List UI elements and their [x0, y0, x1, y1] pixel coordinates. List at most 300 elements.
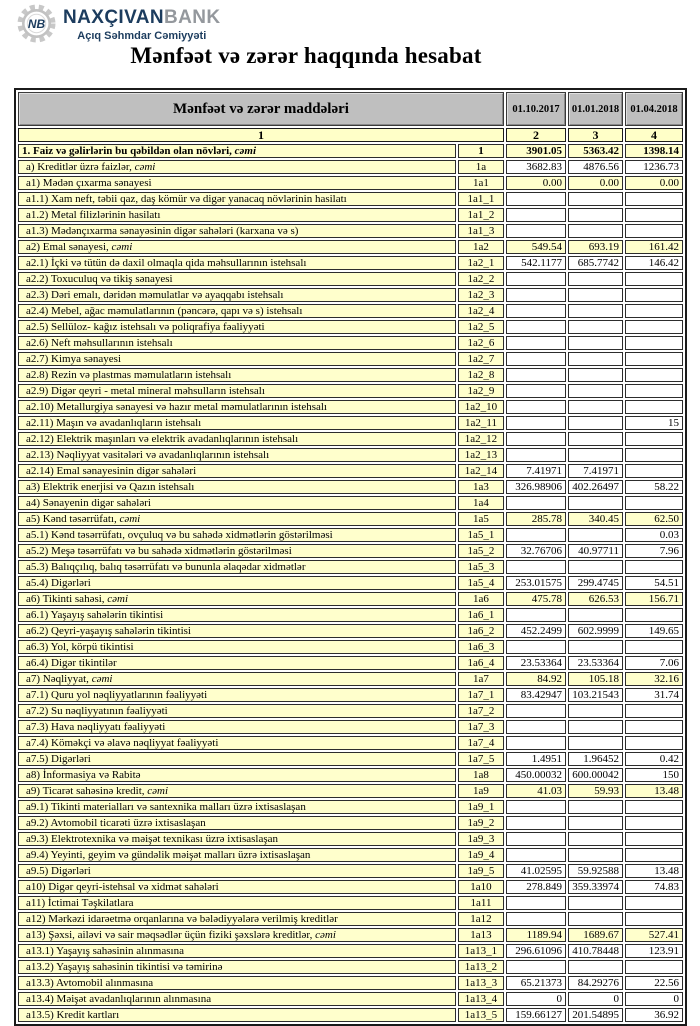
table-row — [18, 368, 683, 382]
row-code: 1a9_4 — [458, 848, 504, 862]
row-label: a5.3) Balıqçılıq, balıq təsərrüfatı və bununla əlaqədar xidmətlər — [18, 560, 456, 574]
row-value — [568, 224, 623, 238]
table-row — [18, 832, 683, 846]
table-row — [18, 704, 683, 718]
row-value — [506, 720, 566, 734]
table-row — [18, 736, 683, 750]
row-label: a13.4) Məişət avadanlıqlarının alınmasına — [18, 992, 456, 1006]
row-code: 1a11 — [458, 896, 504, 910]
table-row — [18, 480, 683, 494]
row-value — [506, 608, 566, 622]
row-label: a1) Mədən çıxarma sənayesi — [18, 176, 456, 190]
row-value — [568, 368, 623, 382]
row-value: 146.42 — [625, 256, 683, 270]
table-row — [18, 256, 683, 270]
row-code: 1a10 — [458, 880, 504, 894]
table-row — [18, 288, 683, 302]
table-row — [18, 752, 683, 766]
row-code: 1 — [458, 144, 504, 158]
table-row — [18, 912, 683, 926]
row-label: a2.11) Maşın və avadanlıqların istehsalı — [18, 416, 456, 430]
row-value — [506, 832, 566, 846]
row-label: a11) İctimai Təşkilatlara — [18, 896, 456, 910]
row-label: a7.5) Digərləri — [18, 752, 456, 766]
row-value — [625, 608, 683, 622]
row-value — [568, 960, 623, 974]
table-row — [18, 880, 683, 894]
table-row — [18, 944, 683, 958]
row-value: 7.41971 — [568, 464, 623, 478]
row-value — [568, 560, 623, 574]
report-table-body — [18, 144, 683, 1022]
row-code: 1a13_4 — [458, 992, 504, 1006]
row-code: 1a7_1 — [458, 688, 504, 702]
row-value: 41.03 — [506, 784, 566, 798]
row-label: a13.1) Yaşayış sahəsinin alınmasına — [18, 944, 456, 958]
row-value — [625, 368, 683, 382]
row-code: 1a8 — [458, 768, 504, 782]
row-value: 7.96 — [625, 544, 683, 558]
row-code: 1a7_3 — [458, 720, 504, 734]
row-value: 626.53 — [568, 592, 623, 606]
table-row — [18, 336, 683, 350]
row-value — [568, 208, 623, 222]
row-value: 602.9999 — [568, 624, 623, 638]
row-value: 253.01575 — [506, 576, 566, 590]
row-code: 1a9_5 — [458, 864, 504, 878]
row-code: 1a5_4 — [458, 576, 504, 590]
row-value — [625, 816, 683, 830]
row-code: 1a13_5 — [458, 1008, 504, 1022]
row-value — [506, 448, 566, 462]
row-value — [568, 832, 623, 846]
row-label: a2.3) Dəri emalı, dəridən məmulatlar və ayaqqabı istehsalı — [18, 288, 456, 302]
row-label: a13.5) Kredit kartları — [18, 1008, 456, 1022]
row-value: 15 — [625, 416, 683, 430]
row-value — [625, 272, 683, 286]
row-value — [506, 432, 566, 446]
row-code: 1a2_11 — [458, 416, 504, 430]
row-label: a2.4) Mebel, ağac məmulatlarının (pəncərə, qapı və s) istehsalı — [18, 304, 456, 318]
row-value — [625, 464, 683, 478]
brand-text — [63, 8, 221, 42]
bank-name-secondary: BANK — [164, 7, 221, 28]
row-value: 41.02595 — [506, 864, 566, 878]
table-header-row — [18, 92, 683, 126]
row-value: 600.00042 — [568, 768, 623, 782]
row-value — [625, 304, 683, 318]
row-value — [506, 960, 566, 974]
bank-name-primary: NAXÇIVAN — [63, 7, 165, 28]
row-code: 1a2 — [458, 240, 504, 254]
row-code: 1a2_8 — [458, 368, 504, 382]
row-code: 1a13_1 — [458, 944, 504, 958]
row-label: 1. Faiz və gəlirlərin bu qəbildən olan növləri, cəmi — [18, 144, 456, 158]
row-value — [625, 720, 683, 734]
row-label: a5.2) Meşə təsərrüfatı və bu sahədə xidmətlərin göstərilməsi — [18, 544, 456, 558]
row-label: a2.5) Sellüloz- kağız istehsalı və poliqrafiya fəaliyyəti — [18, 320, 456, 334]
row-code: 1a2_5 — [458, 320, 504, 334]
table-row — [18, 976, 683, 990]
row-value — [568, 736, 623, 750]
row-value — [625, 400, 683, 414]
row-value: 527.41 — [625, 928, 683, 942]
row-value — [568, 912, 623, 926]
row-value — [568, 384, 623, 398]
row-value: 32.76706 — [506, 544, 566, 558]
row-label: a10) Digər qeyri-istehsal və xidmət sahələri — [18, 880, 456, 894]
table-row — [18, 352, 683, 366]
row-code: 1a5_2 — [458, 544, 504, 558]
row-value — [625, 960, 683, 974]
row-value — [506, 224, 566, 238]
row-code: 1a5_3 — [458, 560, 504, 574]
row-value — [506, 400, 566, 414]
row-value: 23.53364 — [506, 656, 566, 670]
row-label: a) Kreditlər üzrə faizlər, cəmi — [18, 160, 456, 174]
table-row — [18, 208, 683, 222]
row-value: 105.18 — [568, 672, 623, 686]
row-value — [568, 528, 623, 542]
row-value — [625, 832, 683, 846]
row-value: 326.98906 — [506, 480, 566, 494]
row-value: 0 — [568, 992, 623, 1006]
row-label: a9.5) Digərləri — [18, 864, 456, 878]
row-value — [506, 272, 566, 286]
row-value: 23.53364 — [568, 656, 623, 670]
row-value: 59.92588 — [568, 864, 623, 878]
row-value — [506, 208, 566, 222]
column-index-1: 1 — [18, 128, 504, 142]
table-row — [18, 176, 683, 190]
row-label: a2.6) Neft məhsullarının istehsalı — [18, 336, 456, 350]
row-value: 1236.73 — [625, 160, 683, 174]
table-row — [18, 144, 683, 158]
row-value: 74.83 — [625, 880, 683, 894]
row-value: 0.00 — [568, 176, 623, 190]
row-value: 685.7742 — [568, 256, 623, 270]
row-code: 1a13_3 — [458, 976, 504, 990]
row-value — [568, 352, 623, 366]
row-value — [568, 320, 623, 334]
row-label: a2.2) Toxuculuq və tikiş sənayesi — [18, 272, 456, 286]
row-value — [506, 528, 566, 542]
row-value — [568, 448, 623, 462]
row-value: 1.96452 — [568, 752, 623, 766]
row-label: a4) Sənayenin digər sahələri — [18, 496, 456, 510]
row-value — [625, 912, 683, 926]
row-value: 410.78448 — [568, 944, 623, 958]
row-value: 549.54 — [506, 240, 566, 254]
row-value: 1.4951 — [506, 752, 566, 766]
row-value — [506, 192, 566, 206]
row-value: 201.54895 — [568, 1008, 623, 1022]
row-label: a5.1) Kənd təsərrüfatı, ovçuluq və bu sahədə xidmətlərin göstərilməsi — [18, 528, 456, 542]
row-value — [568, 608, 623, 622]
row-code: 1a — [458, 160, 504, 174]
row-value: 84.29276 — [568, 976, 623, 990]
row-code: 1a2_4 — [458, 304, 504, 318]
row-value — [625, 736, 683, 750]
row-label: a9.3) Elektrotexnika və məişət texnikası üzrə ixtisaslaşan — [18, 832, 456, 846]
table-row — [18, 720, 683, 734]
row-value: 22.56 — [625, 976, 683, 990]
row-label: a6) Tikinti sahəsi, cəmi — [18, 592, 456, 606]
row-code: 1a2_3 — [458, 288, 504, 302]
row-value: 65.21373 — [506, 976, 566, 990]
row-value: 31.74 — [625, 688, 683, 702]
row-value — [506, 704, 566, 718]
column-index-3: 3 — [568, 128, 623, 142]
row-label: a2.13) Nəqliyyat vasitələri və avadanlıqlarının istehsalı — [18, 448, 456, 462]
row-value — [625, 560, 683, 574]
row-value — [625, 848, 683, 862]
column-header-date-3: 01.04.2018 — [625, 92, 683, 126]
row-value: 359.33974 — [568, 880, 623, 894]
table-row — [18, 992, 683, 1006]
row-value — [506, 352, 566, 366]
row-value: 0.00 — [625, 176, 683, 190]
row-label: a9.2) Avtomobil ticarəti üzrə ixtisaslaşan — [18, 816, 456, 830]
row-value — [506, 320, 566, 334]
row-value: 36.92 — [625, 1008, 683, 1022]
row-value: 149.65 — [625, 624, 683, 638]
row-value: 84.92 — [506, 672, 566, 686]
row-value — [568, 288, 623, 302]
row-label: a12) Mərkəzi idarəetmə orqanlarına və bələdiyyələrə verilmiş kreditlər — [18, 912, 456, 926]
row-value — [506, 640, 566, 654]
row-label: a9) Ticarət sahəsinə kredit, cəmi — [18, 784, 456, 798]
row-label: a7.1) Quru yol nəqliyyatlarının fəaliyyəti — [18, 688, 456, 702]
table-row — [18, 240, 683, 254]
row-value — [625, 352, 683, 366]
table-row — [18, 928, 683, 942]
row-value: 402.26497 — [568, 480, 623, 494]
row-value: 452.2499 — [506, 624, 566, 638]
table-row — [18, 464, 683, 478]
column-index-4: 4 — [625, 128, 683, 142]
row-value — [625, 896, 683, 910]
table-row — [18, 560, 683, 574]
row-value: 542.1177 — [506, 256, 566, 270]
row-code: 1a7 — [458, 672, 504, 686]
row-value: 1689.67 — [568, 928, 623, 942]
row-code: 1a9_1 — [458, 800, 504, 814]
table-row — [18, 624, 683, 638]
row-code: 1a2_10 — [458, 400, 504, 414]
row-label: a6.1) Yaşayış sahələrin tikintisi — [18, 608, 456, 622]
row-code: 1a13 — [458, 928, 504, 942]
row-value — [568, 848, 623, 862]
row-value: 40.97711 — [568, 544, 623, 558]
row-value: 278.849 — [506, 880, 566, 894]
table-row — [18, 864, 683, 878]
row-label: a13.3) Avtomobil alınmasına — [18, 976, 456, 990]
bank-name — [63, 8, 221, 27]
row-label: a2.14) Emal sənayesinin digər sahələri — [18, 464, 456, 478]
row-value — [625, 704, 683, 718]
table-row — [18, 320, 683, 334]
row-label: a7.4) Köməkçi və əlavə nəqliyyat fəaliyyəti — [18, 736, 456, 750]
row-code: 1a9 — [458, 784, 504, 798]
row-value — [568, 192, 623, 206]
row-code: 1a2_13 — [458, 448, 504, 462]
row-code: 1a6_2 — [458, 624, 504, 638]
row-value — [625, 208, 683, 222]
row-code: 1a2_1 — [458, 256, 504, 270]
table-row — [18, 848, 683, 862]
row-value — [625, 432, 683, 446]
row-code: 1a9_2 — [458, 816, 504, 830]
row-value — [625, 224, 683, 238]
row-code: 1a7_5 — [458, 752, 504, 766]
row-code: 1a6_1 — [458, 608, 504, 622]
row-code: 1a1_3 — [458, 224, 504, 238]
row-value — [625, 192, 683, 206]
row-value — [568, 496, 623, 510]
row-label: a7.3) Hava nəqliyyatı fəaliyyəti — [18, 720, 456, 734]
table-row — [18, 304, 683, 318]
row-code: 1a2_12 — [458, 432, 504, 446]
row-label: a6.4) Digər tikintilər — [18, 656, 456, 670]
column-index-row — [18, 128, 683, 142]
table-row — [18, 496, 683, 510]
row-value: 13.48 — [625, 784, 683, 798]
row-label: a13) Şəxsi, ailəvi və sair məqsədlər üçün fiziki şəxslərə kreditlər, cəmi — [18, 928, 456, 942]
row-label: a13.2) Yaşayış sahəsinin tikintisi və təmirinə — [18, 960, 456, 974]
row-value: 13.48 — [625, 864, 683, 878]
row-value: 7.06 — [625, 656, 683, 670]
row-value — [506, 384, 566, 398]
row-label: a1.3) Mədənçıxarma sənayəsinin digər sahələri (karxana və s) — [18, 224, 456, 238]
row-value — [568, 336, 623, 350]
row-value — [506, 304, 566, 318]
row-label: a9.4) Yeyinti, geyim və gündəlik məişət malları üzrə ixtisaslaşan — [18, 848, 456, 862]
row-value — [568, 720, 623, 734]
table-row — [18, 416, 683, 430]
row-value: 0.03 — [625, 528, 683, 542]
table-row — [18, 688, 683, 702]
row-value — [506, 848, 566, 862]
row-value: 62.50 — [625, 512, 683, 526]
row-value: 161.42 — [625, 240, 683, 254]
row-value: 5363.42 — [568, 144, 623, 158]
profit-loss-table — [14, 88, 687, 1026]
row-value: 1189.94 — [506, 928, 566, 942]
row-value — [506, 912, 566, 926]
row-value: 475.78 — [506, 592, 566, 606]
row-value — [506, 368, 566, 382]
row-value: 4876.56 — [568, 160, 623, 174]
row-label: a2.8) Rezin və plastmas məmulatların istehsalı — [18, 368, 456, 382]
row-value — [506, 496, 566, 510]
row-label: a7) Nəqliyyat, cəmi — [18, 672, 456, 686]
table-row — [18, 896, 683, 910]
row-value: 7.41971 — [506, 464, 566, 478]
row-code: 1a13_2 — [458, 960, 504, 974]
table-row — [18, 672, 683, 686]
row-value: 103.21543 — [568, 688, 623, 702]
row-value — [568, 816, 623, 830]
row-value — [506, 896, 566, 910]
table-row — [18, 384, 683, 398]
table-row — [18, 512, 683, 526]
row-label: a2) Emal sənayesi, cəmi — [18, 240, 456, 254]
row-value — [625, 448, 683, 462]
row-value: 296.61096 — [506, 944, 566, 958]
row-value — [506, 288, 566, 302]
table-row — [18, 816, 683, 830]
row-value: 83.42947 — [506, 688, 566, 702]
table-row — [18, 432, 683, 446]
row-code: 1a5 — [458, 512, 504, 526]
column-index-2: 2 — [506, 128, 566, 142]
table-row — [18, 576, 683, 590]
row-value — [568, 800, 623, 814]
table-row — [18, 960, 683, 974]
row-code: 1a2_7 — [458, 352, 504, 366]
row-label: a5.4) Digərləri — [18, 576, 456, 590]
row-label: a2.9) Digər qeyri - metal mineral məhsulların istehsalı — [18, 384, 456, 398]
table-row — [18, 528, 683, 542]
row-value — [625, 496, 683, 510]
row-code: 1a7_2 — [458, 704, 504, 718]
row-value: 159.66127 — [506, 1008, 566, 1022]
row-label: a1.1) Xam neft, təbii qaz, daş kömür və digər yanacaq növlərinin hasilatı — [18, 192, 456, 206]
row-code: 1a4 — [458, 496, 504, 510]
row-label: a9.1) Tikinti materialları və santexnika malları üzrə ixtisaslaşan — [18, 800, 456, 814]
row-value: 3682.83 — [506, 160, 566, 174]
row-value: 32.16 — [625, 672, 683, 686]
row-label: a2.10) Metallurgiya sənayesi və hazır metal məmulatlarının istehsalı — [18, 400, 456, 414]
row-code: 1a6_3 — [458, 640, 504, 654]
row-code: 1a2_9 — [458, 384, 504, 398]
row-label: a2.1) İçki və tütün də daxil olmaqla qida məhsullarının istehsalı — [18, 256, 456, 270]
row-value — [568, 400, 623, 414]
row-label: a8) İnformasiya və Rabitə — [18, 768, 456, 782]
table-row — [18, 272, 683, 286]
table-row — [18, 768, 683, 782]
row-value — [568, 432, 623, 446]
row-code: 1a1_1 — [458, 192, 504, 206]
row-code: 1a9_3 — [458, 832, 504, 846]
table-row — [18, 400, 683, 414]
row-value — [625, 384, 683, 398]
row-value — [506, 816, 566, 830]
row-value — [625, 800, 683, 814]
row-value — [568, 416, 623, 430]
row-value: 3901.05 — [506, 144, 566, 158]
row-code: 1a3 — [458, 480, 504, 494]
column-header-items: Mənfəət və zərər maddələri — [18, 92, 504, 126]
row-label: a2.7) Kimya sənayesi — [18, 352, 456, 366]
row-value: 285.78 — [506, 512, 566, 526]
row-code: 1a2_6 — [458, 336, 504, 350]
row-value — [506, 736, 566, 750]
column-header-date-2: 01.01.2018 — [568, 92, 623, 126]
row-code: 1a1_2 — [458, 208, 504, 222]
column-header-date-1: 01.10.2017 — [506, 92, 566, 126]
table-row — [18, 800, 683, 814]
row-value: 150 — [625, 768, 683, 782]
row-value: 58.22 — [625, 480, 683, 494]
row-value — [568, 640, 623, 654]
row-code: 1a12 — [458, 912, 504, 926]
table-row — [18, 608, 683, 622]
table-row — [18, 640, 683, 654]
row-label: a2.12) Elektrik maşınları və elektrik avadanlıqlarının istehsalı — [18, 432, 456, 446]
bank-subtitle: Açıq Səhmdar Cəmiyyəti — [77, 30, 207, 42]
